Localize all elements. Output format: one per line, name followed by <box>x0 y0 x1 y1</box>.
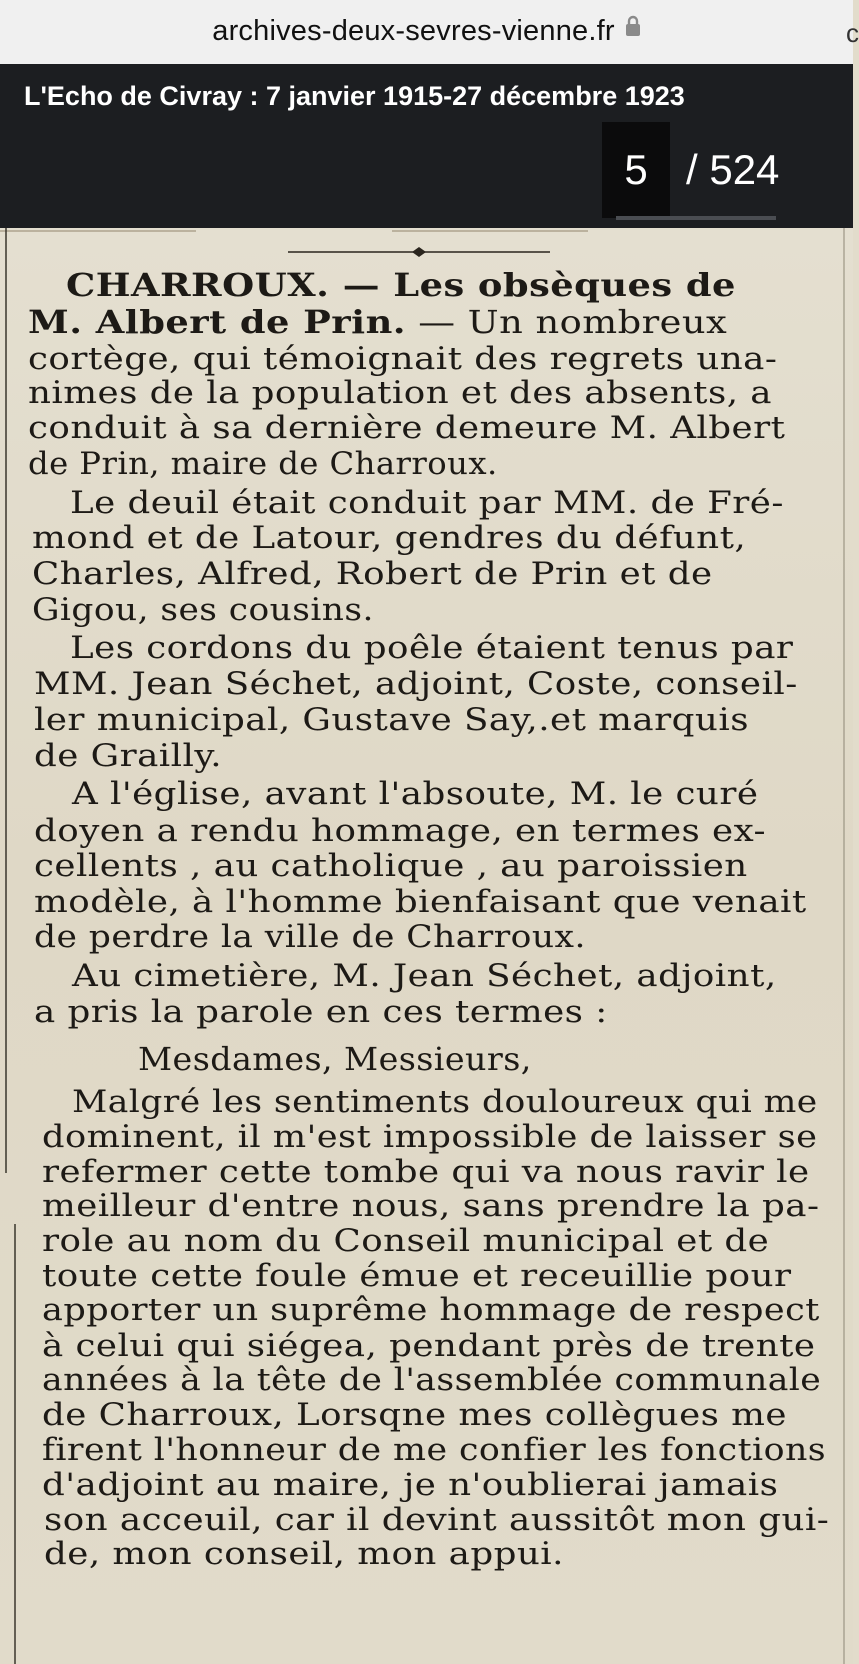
article-text: doyen a rendu hommage, en termes ex- <box>34 813 767 849</box>
article-text: cellents , au catholique , au paroissien <box>34 848 748 884</box>
article-line <box>34 919 586 955</box>
article-text: de perdre la ville de Charroux. <box>34 919 586 955</box>
article-line <box>42 1397 787 1433</box>
article-line <box>32 520 746 556</box>
article-line <box>28 303 727 341</box>
article-line <box>34 666 798 702</box>
article-line <box>42 1467 778 1503</box>
article-line <box>42 1154 810 1190</box>
article-line <box>28 410 785 446</box>
url-display[interactable] <box>0 15 853 48</box>
article-text: Gigou, ses cousins. <box>32 592 374 628</box>
article-line <box>32 592 374 628</box>
article-heading: M. Albert de Prin. <box>28 303 407 341</box>
article-text: années à la tête de l'assemblée communale <box>42 1362 822 1398</box>
article-text: dominent, il m'est impossible de laisser se <box>42 1119 818 1155</box>
article-line <box>34 813 766 849</box>
article-text: firent l'honneur de me confier les fonctions <box>42 1432 827 1468</box>
article-line <box>28 446 498 482</box>
article-line <box>42 1328 815 1364</box>
article-line <box>72 958 777 994</box>
reload-icon[interactable]: c <box>846 18 859 48</box>
article-line <box>42 1223 769 1259</box>
article-heading: CHARROUX. — Les obsèques de <box>66 266 736 304</box>
article-text: de, mon conseil, mon appui. <box>44 1536 564 1572</box>
article-text: de Charroux, Lorsqne mes collègues me <box>42 1397 788 1433</box>
article-text: apporter un suprême hommage de respect <box>42 1292 820 1328</box>
article-line <box>42 1258 791 1294</box>
article-text: mond et de Latour, gendres du défunt, <box>32 520 747 556</box>
article-line <box>138 1040 532 1078</box>
article-text: conduit à sa dernière demeure M. Albert <box>28 410 786 446</box>
article-text: Le deuil était conduit par MM. de Fré- <box>70 485 784 521</box>
article-line <box>72 1084 818 1120</box>
article-text: modèle, à l'homme bienfaisant que venait <box>34 884 807 920</box>
article-text: Mesdames, Messieurs, <box>138 1040 532 1078</box>
article-line <box>42 1188 819 1224</box>
article-text: Les cordons du poêle étaient tenus par <box>70 630 794 666</box>
article-line <box>34 994 608 1030</box>
document-title: L'Echo de Civray : 7 janvier 1915-27 décembre 1923 <box>24 81 685 111</box>
article-line <box>32 556 713 592</box>
article-line <box>34 702 749 738</box>
article-line <box>66 266 736 304</box>
article-text: de Prin, maire de Charroux. <box>28 446 498 482</box>
column-rule <box>5 228 7 1173</box>
article-line <box>72 776 758 812</box>
article-line <box>42 1119 817 1155</box>
divider <box>0 230 196 232</box>
url-text: archives-deux-sevres-vienne.fr <box>212 15 615 47</box>
article-line <box>42 1432 826 1468</box>
current-page[interactable]: 5 <box>624 146 648 193</box>
article-line <box>44 1536 564 1572</box>
article-text: son acceuil, car il devint aussitôt mon gui- <box>44 1502 830 1538</box>
page-field-underline <box>616 216 776 220</box>
article-text: toute cette foule émue et receuillie pour <box>42 1258 792 1294</box>
article-text: role au nom du Conseil municipal et de <box>42 1223 770 1259</box>
article-text: à celui qui siégea, pendant près de trente <box>42 1328 816 1364</box>
article-text: Malgré les sentiments douloureux qui me <box>72 1084 818 1120</box>
article-text: A l'église, avant l'absoute, M. le curé <box>72 776 759 812</box>
article-line <box>44 1502 829 1538</box>
browser-address-bar[interactable] <box>0 0 859 64</box>
article-line <box>34 738 222 774</box>
article-text: Charles, Alfred, Robert de Prin et de <box>32 556 713 592</box>
article-text: cortège, qui témoignait des regrets una- <box>28 341 778 377</box>
column-rule <box>843 228 845 1664</box>
article-text: d'adjoint au maire, je n'oublierai jamais <box>42 1467 779 1503</box>
viewer-header <box>0 64 853 228</box>
lock-icon <box>625 12 641 45</box>
article-line <box>28 341 777 377</box>
article-line <box>42 1362 821 1398</box>
scanned-newspaper-page <box>0 228 853 1664</box>
ornament-divider <box>288 246 550 258</box>
article-text: refermer cette tombe qui va nous ravir le <box>42 1154 810 1190</box>
article-line <box>28 375 772 411</box>
article-text: ler municipal, Gustave Say,.et marquis <box>34 702 749 738</box>
article-line <box>70 630 793 666</box>
article-text: Au cimetière, M. Jean Séchet, adjoint, <box>72 958 777 994</box>
article-text: a pris la parole en ces termes : <box>34 994 608 1030</box>
article-line <box>42 1292 820 1328</box>
article-text: MM. Jean Séchet, adjoint, Coste, conseil- <box>34 666 798 702</box>
article-text: meilleur d'entre nous, sans prendre la pa- <box>42 1188 820 1224</box>
article-line <box>34 848 748 884</box>
article-text: — Un nombreux <box>406 303 728 341</box>
article-line <box>34 884 807 920</box>
article-line <box>70 485 784 521</box>
column-rule <box>14 1224 16 1664</box>
page-total: / 524 <box>686 146 780 193</box>
article-text: de Grailly. <box>34 738 223 774</box>
divider <box>392 230 588 232</box>
article-text: nimes de la population et des absents, a <box>28 375 773 411</box>
